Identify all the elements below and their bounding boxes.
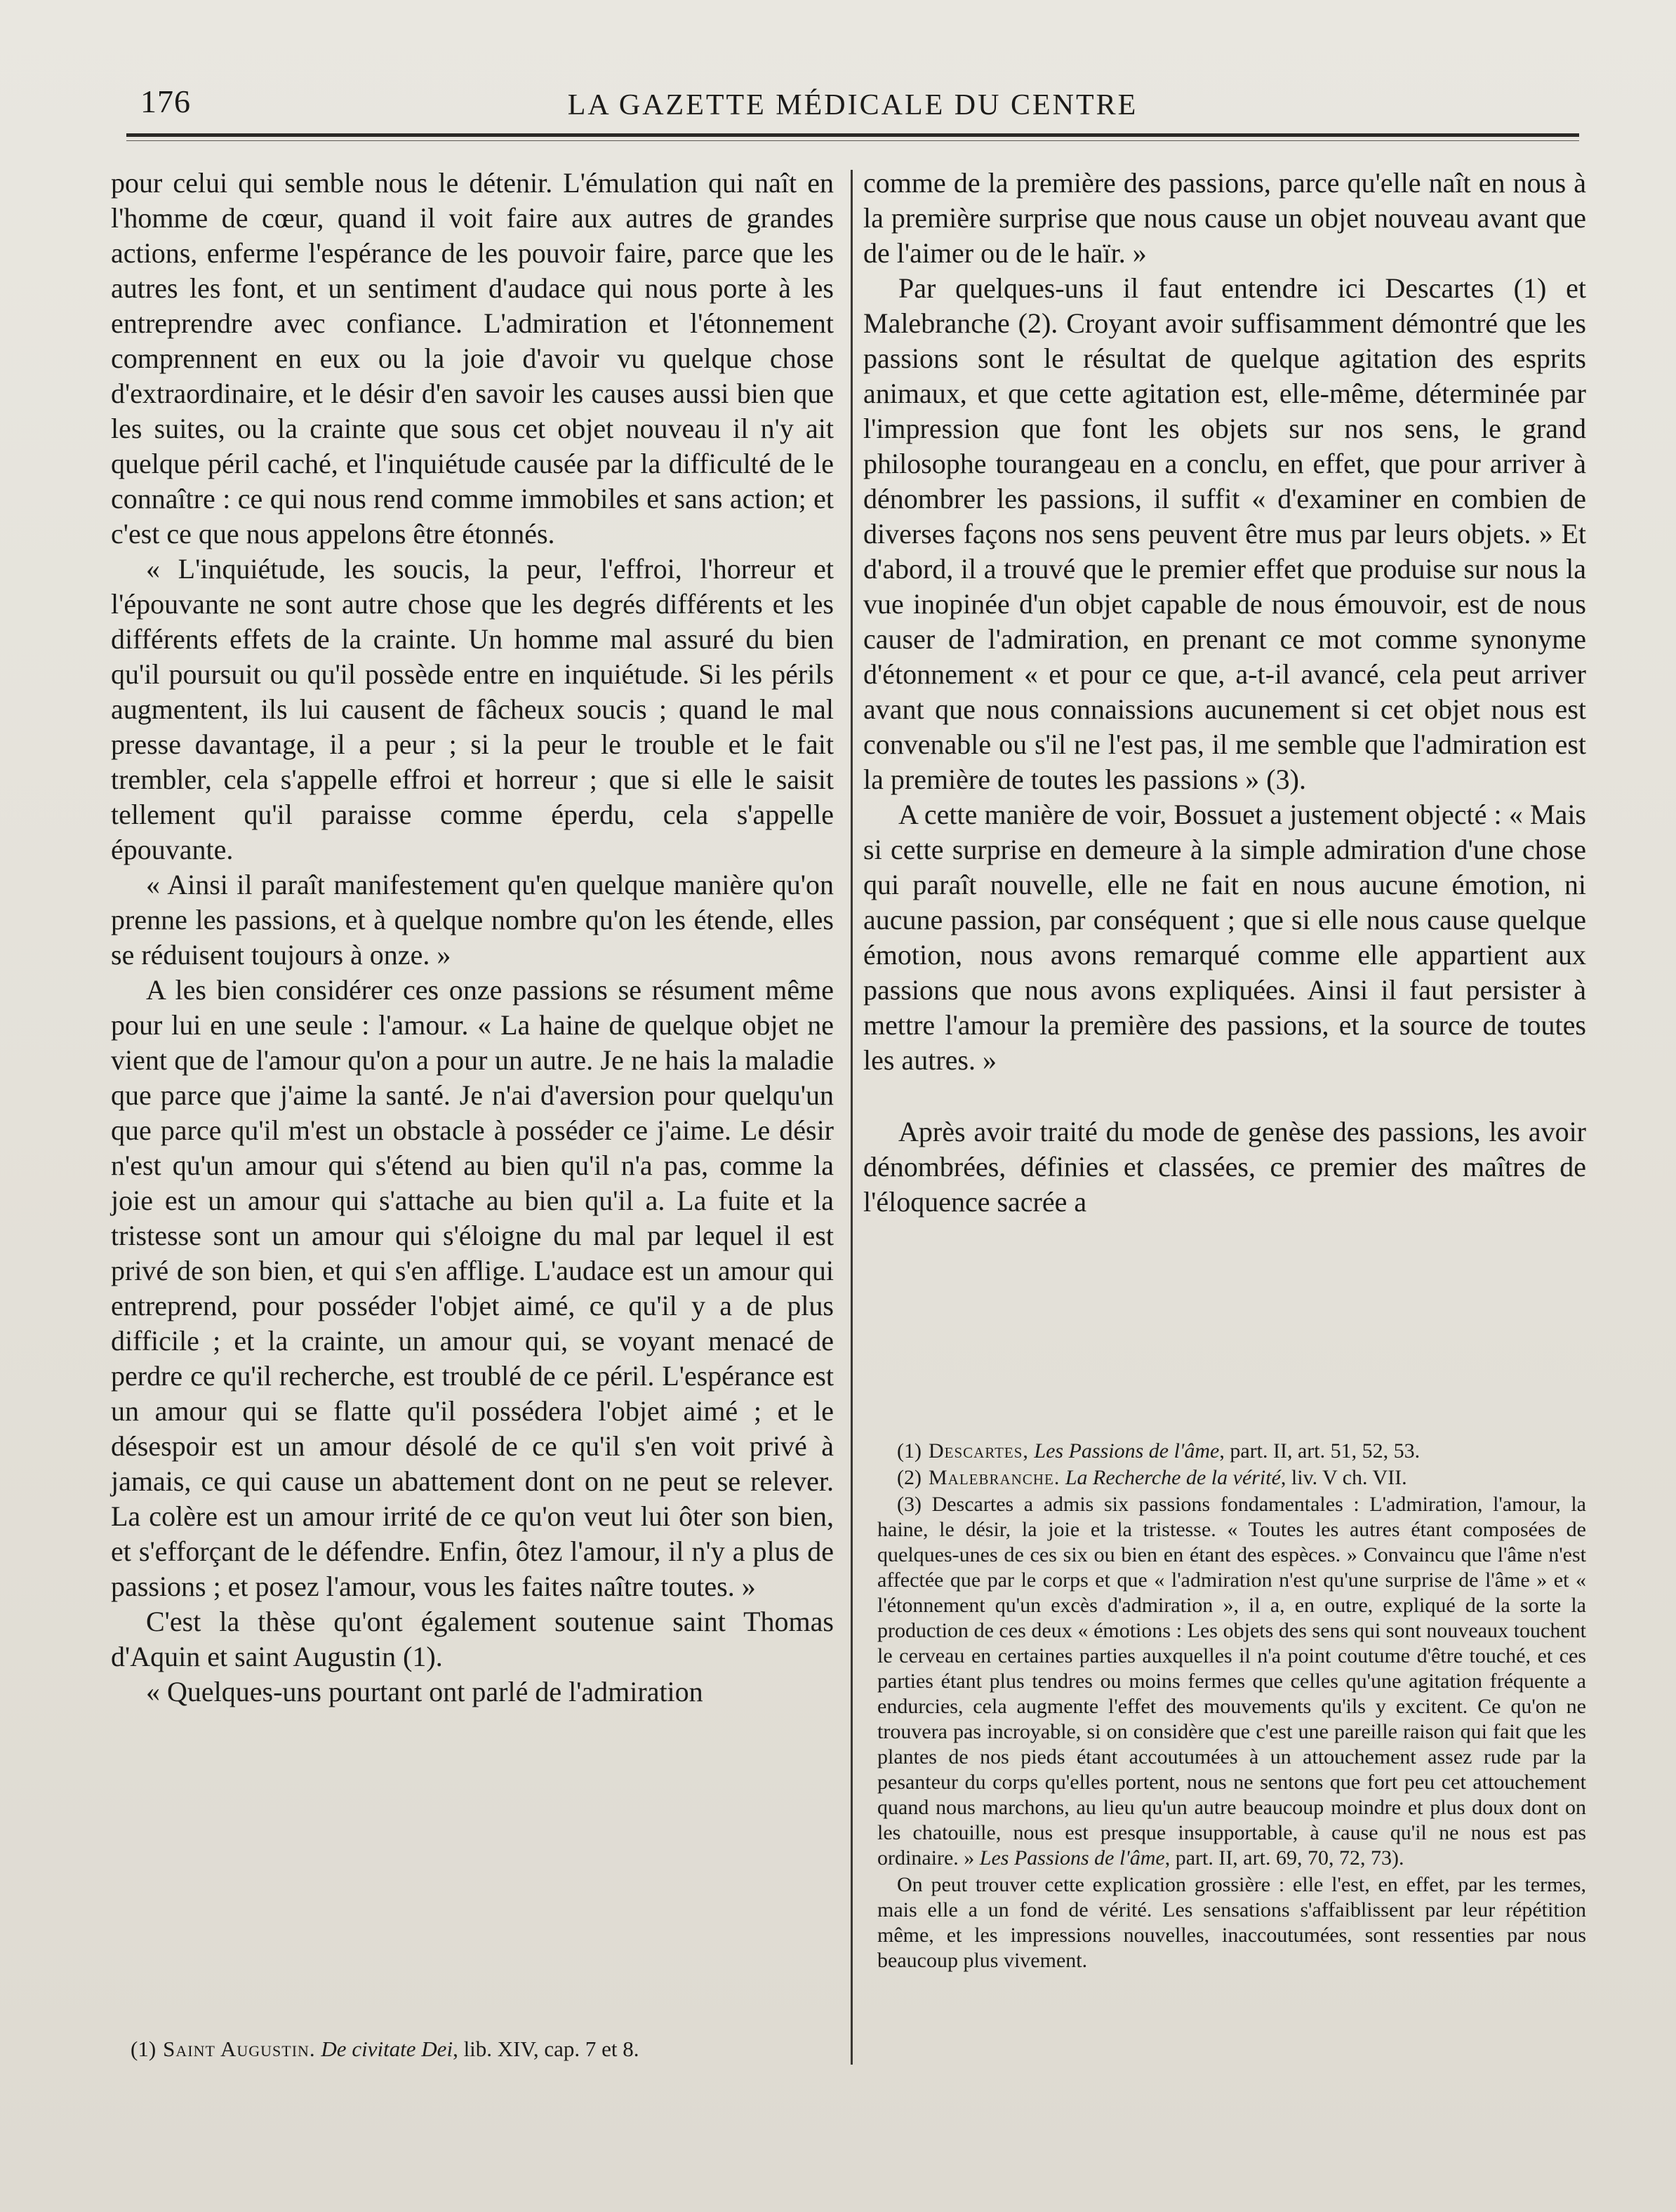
paragraph: A cette manière de voir, Bossuet a justement objecté : « Mais si cette surprise en demeure à la simple admiration d'une chose qui paraît nouvelle, elle ne fait en nous aucune émotion, ni aucune passion, par conséquent ; que si elle nous cause quelque émotion, nous avons remarqué comme elle appartient aux passions que nous avons expliquées. Ainsi il faut persister à mettre l'amour la première des passions, et la source de toutes les autres. » [863, 799, 1586, 1076]
header-rule [126, 133, 1579, 137]
paragraph: A les bien considérer ces onze passions se résument même pour lui en une seule : l'amour. « La haine de quelque objet ne vient que de l'amour qu'on a pour un autre. Je ne hais la maladie que parce que j'aime la santé. Je n'ai d'aversion pour quelqu'un que parce qu'il m'est un obstacle à posséder ce j'aime. Le désir n'est qu'un amour qui s'étend au bien qu'il n'a pas, comme la joie est un amour qui s'attache au bien qu'il a. La fuite et la tristesse sont un amour qui s'éloigne du mal par lequel il est privé de son bien, et qui s'en afflige. L'audace est un amour qui entreprend, pour posséder l'objet aimé, ce qu'il y a de plus difficile ; et la crainte, un amour qui, se voyant menacé de perdre ce qu'il recherche, est troublé de ce péril. L'espérance est un amour qui se flatte qu'il possédera l'objet aimé ; et le désespoir est un amour désolé de ce qu'il s'en voit privé à jamais, ce qui cause un abattement dont on ne peut se relever. La colère est un amour irrité de ce qu'on veut lui ôter son bien, et s'efforçant de le défendre. Enfin, ôtez l'amour, il n'y a plus de passions ; et posez l'amour, vous les faites naître toutes. » [111, 974, 834, 1602]
footnote-3-continued: On peut trouver cette explication grossière : elle l'est, en effet, par les termes, mais elle a un fond de vérité. Les sensations s'affaiblissent par leur répétition même, et les impressions nouvelles, inaccoutumées, sont ressenties par nous beaucoup plus vivement. [877, 1873, 1586, 1972]
paragraph: pour celui qui semble nous le détenir. L'émulation qui naît en l'homme de cœur, quand il voit faire aux autres de grandes actions, enferme l'espérance de les pouvoir faire, parce que les autres les font, et un sentiment d'audace qui nous porte à les entreprendre avec confiance. L'admiration et l'étonnement comprennent en eux ou la joie d'avoir vu quelque chose d'extraordinaire, et le désir d'en savoir les causes aussi bien que les suites, ou la crainte que sous cet objet nouveau il n'y ait quelque péril caché, et l'inquiétude causée par la difficulté de le connaître : ce qui nous rend comme immobiles et sans action; et c'est ce que nous appelons être étonnés. [111, 167, 834, 549]
left-footnotes [111, 2035, 834, 2065]
header-rule-thin [126, 140, 1579, 141]
paragraph: Par quelques-uns il faut entendre ici Descartes (1) et Malebranche (2). Croyant avoir suffisamment démontré que les passions sont le résultat de quelque agitation des esprits animaux, et que cette agitation est, elle-même, déterminée par l'impression que font les objets sur nos sens, le grand philosophe tourangeau en a conclu, en effet, que pour arriver à dénombrer les passions, il suffit « d'examiner en combien de diverses façons nos sens peuvent être mus par leurs objets. » Et d'abord, il a trouvé que le premier effet que produise sur nous la vue inopinée d'un objet capable de nous émouvoir, est de nous causer de l'admiration, en prenant ce mot comme synonyme d'étonnement « et pour ce que, a-t-il avancé, cela peut arriver avant que nous connaissions aucunement si cet objet nous est convenable ou s'il ne l'est pas, il me semble que l'admiration est la première de toutes les passions » (3). [863, 272, 1586, 795]
footnote-3: (3) Descartes a admis six passions fondamentales : L'admiration, l'amour, la haine, le désir, la joie et la tristesse. « Toutes les autres étant composées de quelques-unes de ces six ou bien en étant des espèces. » Convaincu que l'âme n'est affectée que par le corps et que « l'admiration n'est qu'une surprise de l'âme » et « l'étonnement qu'un excès d'admiration », il a, en outre, expliqué de la sorte la production de ces deux « émotions : Les objets des sens qui sont nouveaux touchent le cerveau en certaines parties auxquelles il n'a point coutume d'être touché, et ces parties étant plus tendres ou moins fermes que celles qu'une agitation fréquente a endurcies, cela augmente l'effet des mouvements qu'ils y excitent. Ce qu'on ne trouvera pas incroyable, si on considère que c'est une pareille raison qui fait que les plantes de nos pieds étant accoutumées à un attouchement assez rude par la pesanteur du corps qu'elles portent, nous ne sentons que fort peu cet attouchement quand nous marchons, au lieu qu'un autre beaucoup moindre et plus doux dont on les chatouille, nous est presque insupportable, à cause qu'il ne nous est pas ordinaire. » Les Passions de l'âme, part. II, art. 69, 70, 72, 73). [877, 1493, 1586, 1870]
footnote-2: (2) Malebranche. La Recherche de la vérité, liv. V ch. VII. [897, 1466, 1407, 1489]
running-title: LA GAZETTE MÉDICALE DU CENTRE [567, 89, 1138, 121]
right-column [863, 166, 1586, 1220]
paragraph: « Quelques-uns pourtant ont parlé de l'admiration [146, 1676, 703, 1707]
right-footnotes [877, 1439, 1586, 1975]
page-header [126, 83, 1579, 132]
column-divider [851, 170, 853, 2065]
left-column [111, 166, 834, 1710]
paragraph: comme de la première des passions, parce qu'elle naît en nous à la première surprise que nous cause un objet nouveau avant que de l'aimer ou de le haïr. » [863, 167, 1586, 269]
paragraph: Après avoir traité du mode de genèse des passions, les avoir dénombrées, définies et classées, ce premier des maîtres de l'éloquence sacrée a [863, 1116, 1586, 1218]
paragraph: « Ainsi il paraît manifestement qu'en quelque manière qu'on prenne les passions, et à quelque nombre qu'on les étende, elles se réduisent toujours à onze. » [111, 869, 834, 971]
footnote-1: (1) Descartes, Les Passions de l'âme, part. II, art. 51, 52, 53. [897, 1439, 1421, 1463]
paragraph: « L'inquiétude, les soucis, la peur, l'effroi, l'horreur et l'épouvante ne sont autre chose que les degrés différents et les différents effets de la crainte. Un homme mal assuré du bien qu'il poursuit ou qu'il possède entre en inquiétude. Si les périls augmentent, ils lui causent de fâcheux soucis ; quand le mal presse davantage, il a peur ; si la peur le trouble et le fait trembler, cela s'appelle effroi et horreur ; que si elle le saisit tellement qu'il paraisse comme éperdu, cela s'appelle épouvante. [111, 553, 834, 865]
footnote-1: (1) Saint Augustin. De civitate Dei, lib. XIV, cap. 7 et 8. [131, 2037, 639, 2061]
paragraph: C'est la thèse qu'ont également soutenue saint Thomas d'Aquin et saint Augustin (1). [111, 1606, 834, 1672]
page-number: 176 [140, 84, 191, 119]
